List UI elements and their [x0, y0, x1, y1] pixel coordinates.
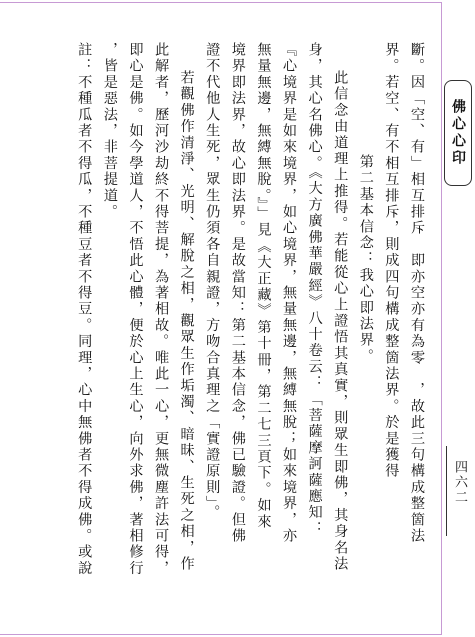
book-title: 佛心心印: [450, 99, 466, 167]
quote-column: ，皆是惡法，非菩提道。: [101, 42, 118, 221]
section-heading: 第二基本信念：我心即法界。: [357, 154, 374, 365]
text-column: 斷。因「空、有」相互排斥 即亦空亦有為零 ，故此三句構成整箇法: [409, 42, 425, 545]
note-column: 註：不種瓜者不得瓜，不種豆者不得豆。同理，心中無佛者不得成佛。或說: [76, 42, 93, 577]
text-column: 此信念由道理上推得。若能從心上證悟其真實，則眾生即佛，其身名法: [332, 70, 349, 573]
quote-column: 若觀佛作清淨、光明、解脫之相，觀眾生作垢濁、暗昧、生死之相，作: [178, 70, 195, 573]
text-column: 界。若空、有不相互排斥，則成四句構成整箇法界。於是獲得: [383, 42, 400, 480]
book-title-box: [444, 80, 472, 186]
text-column: 身，其心名佛心。《大方廣佛華嚴經》八十卷云：「菩薩摩訶薩應知：: [306, 42, 323, 538]
top-border-line: [0, 2, 441, 3]
text-column: 無量無邊，無縛無脫。』」見《大正藏》第十冊，第二七三頁下。如來: [255, 42, 272, 530]
quote-column: 此解者，歷河沙劫終不得菩提，為著相故。唯此一心，更無微塵許法可得，: [153, 42, 170, 577]
page-number-box: [446, 446, 472, 536]
quote-column: 即心是佛。如今學道人，不悟此心體，便於心上生心，向外求佛，著相修行: [127, 42, 144, 577]
text-column: 境界即法界，故心即法界。是故當知：第二基本信念，佛已驗證。但佛: [229, 42, 246, 545]
page-number: 四六二: [452, 460, 467, 505]
vertical-text-body: [9, 42, 429, 632]
bottom-border-line: [0, 634, 441, 635]
text-column: 『心境界是如來境界，如心境界，無量無邊，無縛無脫；如來境界，亦: [281, 42, 298, 545]
margin-border-line: [441, 2, 442, 635]
text-column: 證不代他人生死，眾生仍須各自親證，方吻合真理之「實證原則」。: [204, 42, 221, 521]
